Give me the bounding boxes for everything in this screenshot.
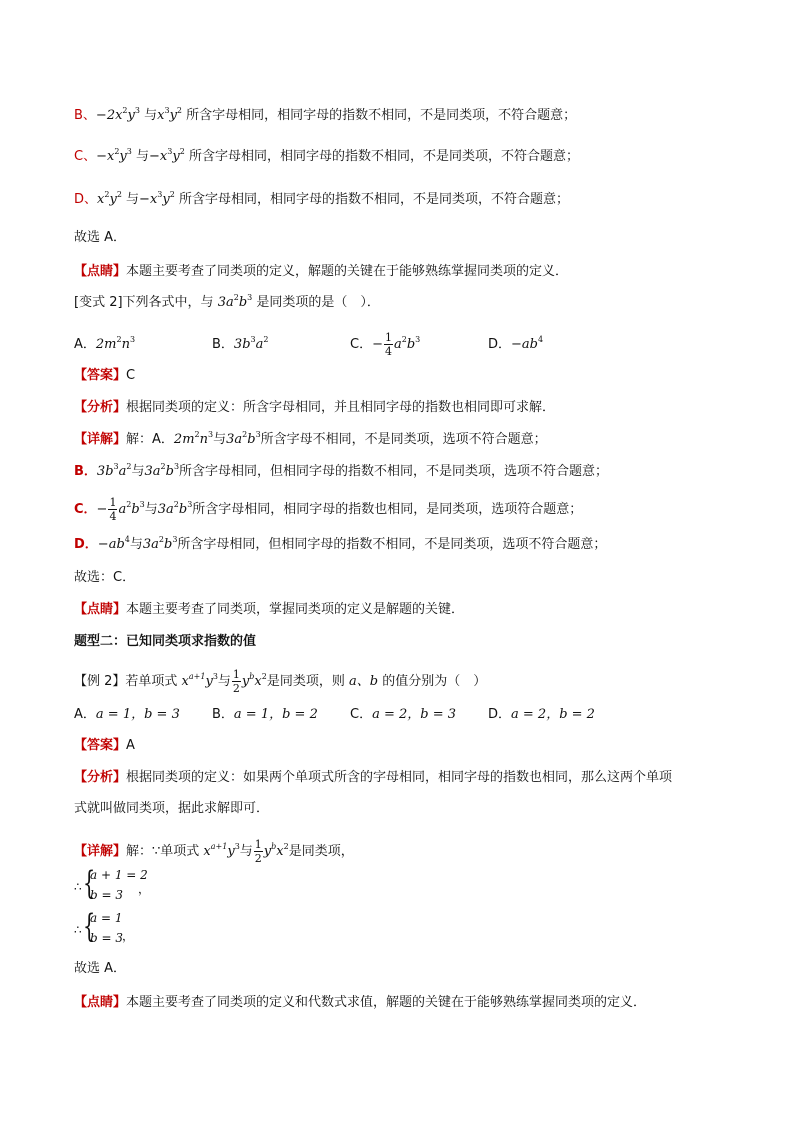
xiangjie-3: 【详解】解：∵单项式 $x^{a+1}y^3$与 $\frac{1}{2}$ $y^bx^2$是同类项，	[74, 838, 354, 865]
brace-symbol: {	[83, 907, 96, 945]
option-a: A．$2m^2n^3$	[74, 335, 136, 352]
option-d-detail: D．$-ab^4$与$3a^2b^3$所含字母相同，但相同字母的指数不相同，不是同类项，选项不符合题意；	[74, 535, 607, 552]
fraction: $\frac{1}{2}$	[232, 668, 240, 695]
variant-2-question: [变式 2]下列各式中，与 $3a^2b^3$ 是同类项的是（ ）．	[74, 293, 380, 310]
brace-symbol: {	[83, 864, 96, 902]
dianjing-2: 【点睛】本题主要考查了同类项，掌握同类项的定义是解题的关键．	[74, 602, 465, 617]
option-b-analysis: B、$-2x^2y^3$ 与$x^3y^2$ 所含字母相同，相同字母的指数不相同，不是同类项，不符合题意；	[74, 106, 577, 123]
option-b: B．$3b^3a^2$	[212, 335, 269, 352]
section-title: 题型二：已知同类项求指数的值	[74, 634, 257, 649]
fraction: $\frac{1}{4}$	[109, 496, 117, 523]
answer-3: 【答案】A	[74, 738, 135, 753]
option-c-detail: C．− $\frac{1}{4}$ $a^2b^3$与$3a^2b^3$所含字母相同，相同字母的指数也相同，是同类项，选项符合题意；	[74, 496, 583, 523]
fraction: $\frac{1}{2}$	[254, 838, 262, 865]
option-b: B．a = 1，b = 2	[212, 707, 318, 722]
xiangjie-2: 【详解】解：A．$2m^2n^3$与$3a^2b^3$所含字母不相同，不是同类项，选项不符合题意；	[74, 430, 547, 447]
example-2-question: 【例 2】若单项式 $x^{a+1}y^3$与 $\frac{1}{2}$ $y^bx^2$是同类项，则 a、b 的值分别为（ ）	[74, 668, 487, 695]
choose-a-1: 故选 A．	[74, 230, 127, 245]
answer-2: 【答案】C	[74, 368, 136, 383]
option-d-analysis: D、$x^2y^2$ 与$-x^3y^2$ 所含字母相同，相同字母的指数不相同，不是同类项，不符合题意；	[74, 190, 569, 207]
option-d: D．$-ab^4$	[488, 335, 544, 352]
option-d: D．a = 2，b = 2	[488, 707, 595, 722]
choose-a-3: 故选 A．	[74, 961, 127, 976]
dianjing-1: 【点睛】本题主要考查了同类项的定义，解题的关键在于能够熟练掌握同类项的定义．	[74, 264, 569, 279]
variant-2-options	[74, 331, 543, 358]
option-c-analysis: C、$-x^2y^3$ 与$-x^3y^2$ 所含字母相同，相同字母的指数不相同，不是同类项，不符合题意；	[74, 147, 579, 164]
dianjing-3: 【点睛】本题主要考查了同类项的定义和代数式求值，解题的关键在于能够熟练掌握同类项的定义．	[74, 995, 647, 1010]
option-a: A．a = 1，b = 3	[74, 707, 180, 722]
fraction: $\frac{1}{4}$	[384, 331, 392, 358]
choose-c-2: 故选：C．	[74, 570, 136, 585]
example-2-options	[74, 705, 595, 725]
option-c: C．− $\frac{1}{4}$ $a^2b^3$	[350, 331, 421, 358]
fenxi-3-line1: 【分析】根据同类项的定义：如果两个单项式所含的字母相同，相同字母的指数也相同，那么这两个单项	[74, 770, 673, 785]
option-c: C．a = 2，b = 3	[350, 707, 457, 722]
fenxi-3-line2: 式就叫做同类项，据此求解即可．	[74, 801, 270, 816]
option-b-detail: B．$3b^3a^2$与$3a^2b^3$所含字母相同，但相同字母的指数不相同，不是同类项，选项不符合题意；	[74, 462, 609, 479]
fenxi-2: 【分析】根据同类项的定义：所含字母相同，并且相同字母的指数也相同即可求解．	[74, 400, 556, 415]
